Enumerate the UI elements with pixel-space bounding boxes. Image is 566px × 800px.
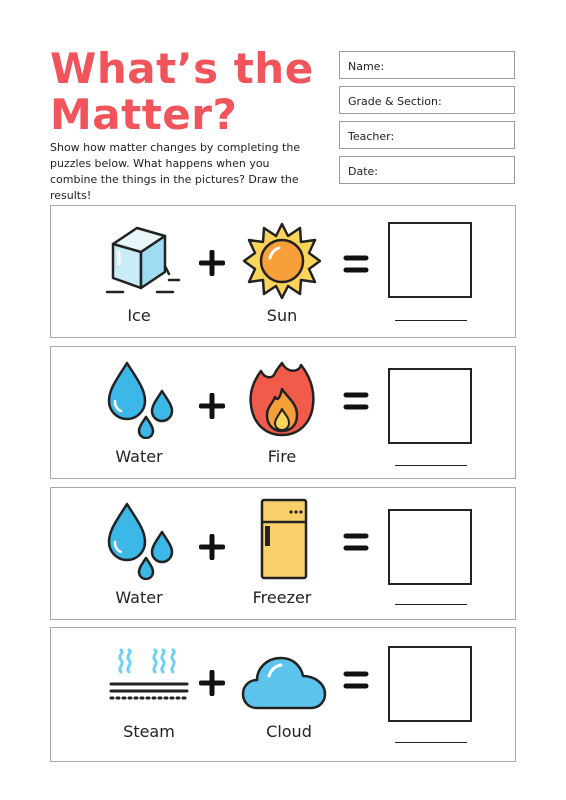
puzzle-1-right-label: Sun xyxy=(266,306,298,325)
puzzle-4-right-label: Cloud xyxy=(266,722,312,741)
cloud-icon xyxy=(241,652,327,712)
grade-section-field-label: Grade & Section: xyxy=(348,95,442,108)
plus-icon xyxy=(199,670,225,696)
steam-icon xyxy=(109,648,189,712)
answer-blank-line[interactable] xyxy=(395,465,467,466)
puzzle-3-left-label: Water xyxy=(115,588,163,607)
teacher-field[interactable] xyxy=(339,121,515,149)
equals-icon xyxy=(343,532,369,552)
puzzle-panel-steam-cloud xyxy=(50,627,516,762)
sun-icon xyxy=(243,222,321,300)
date-field[interactable] xyxy=(339,156,515,184)
puzzle-4-left-label: Steam xyxy=(123,722,175,741)
instructions-text: Show how matter changes by completing the puzzles below. What happens when you combine the things in the pictures? Draw the results! xyxy=(50,141,301,202)
title-line-1: What’s the xyxy=(50,44,314,93)
grade-section-field[interactable] xyxy=(339,86,515,114)
answer-drawing-box[interactable] xyxy=(388,646,472,722)
answer-blank-line[interactable] xyxy=(395,742,467,743)
puzzle-panel-ice-sun xyxy=(50,205,516,338)
answer-drawing-box[interactable] xyxy=(388,222,472,298)
teacher-field-label: Teacher: xyxy=(348,130,395,143)
answer-blank-line[interactable] xyxy=(395,320,467,321)
puzzle-panel-water-fire xyxy=(50,346,516,479)
fire-icon xyxy=(247,359,317,439)
answer-drawing-box[interactable] xyxy=(388,509,472,585)
puzzle-2-right-label: Fire xyxy=(267,447,297,466)
puzzle-panel-water-freezer xyxy=(50,487,516,620)
ice-cube-icon xyxy=(103,222,183,298)
plus-icon xyxy=(199,534,225,560)
puzzle-1-left-label: Ice xyxy=(127,306,151,325)
page-title xyxy=(50,46,314,138)
answer-blank-line[interactable] xyxy=(395,604,467,605)
answer-drawing-box[interactable] xyxy=(388,368,472,444)
water-drops-icon xyxy=(105,502,177,580)
water-drops-icon xyxy=(105,361,177,439)
plus-icon xyxy=(199,393,225,419)
equals-icon xyxy=(343,391,369,411)
equals-icon xyxy=(343,254,369,274)
puzzle-2-left-label: Water xyxy=(115,447,163,466)
puzzle-3-right-label: Freezer xyxy=(252,588,312,607)
freezer-icon xyxy=(259,498,309,580)
equals-icon xyxy=(343,670,369,690)
date-field-label: Date: xyxy=(348,165,378,178)
title-line-2: Matter? xyxy=(50,90,238,139)
plus-icon xyxy=(199,250,225,276)
name-field-label: Name: xyxy=(348,60,385,73)
name-field[interactable] xyxy=(339,51,515,79)
